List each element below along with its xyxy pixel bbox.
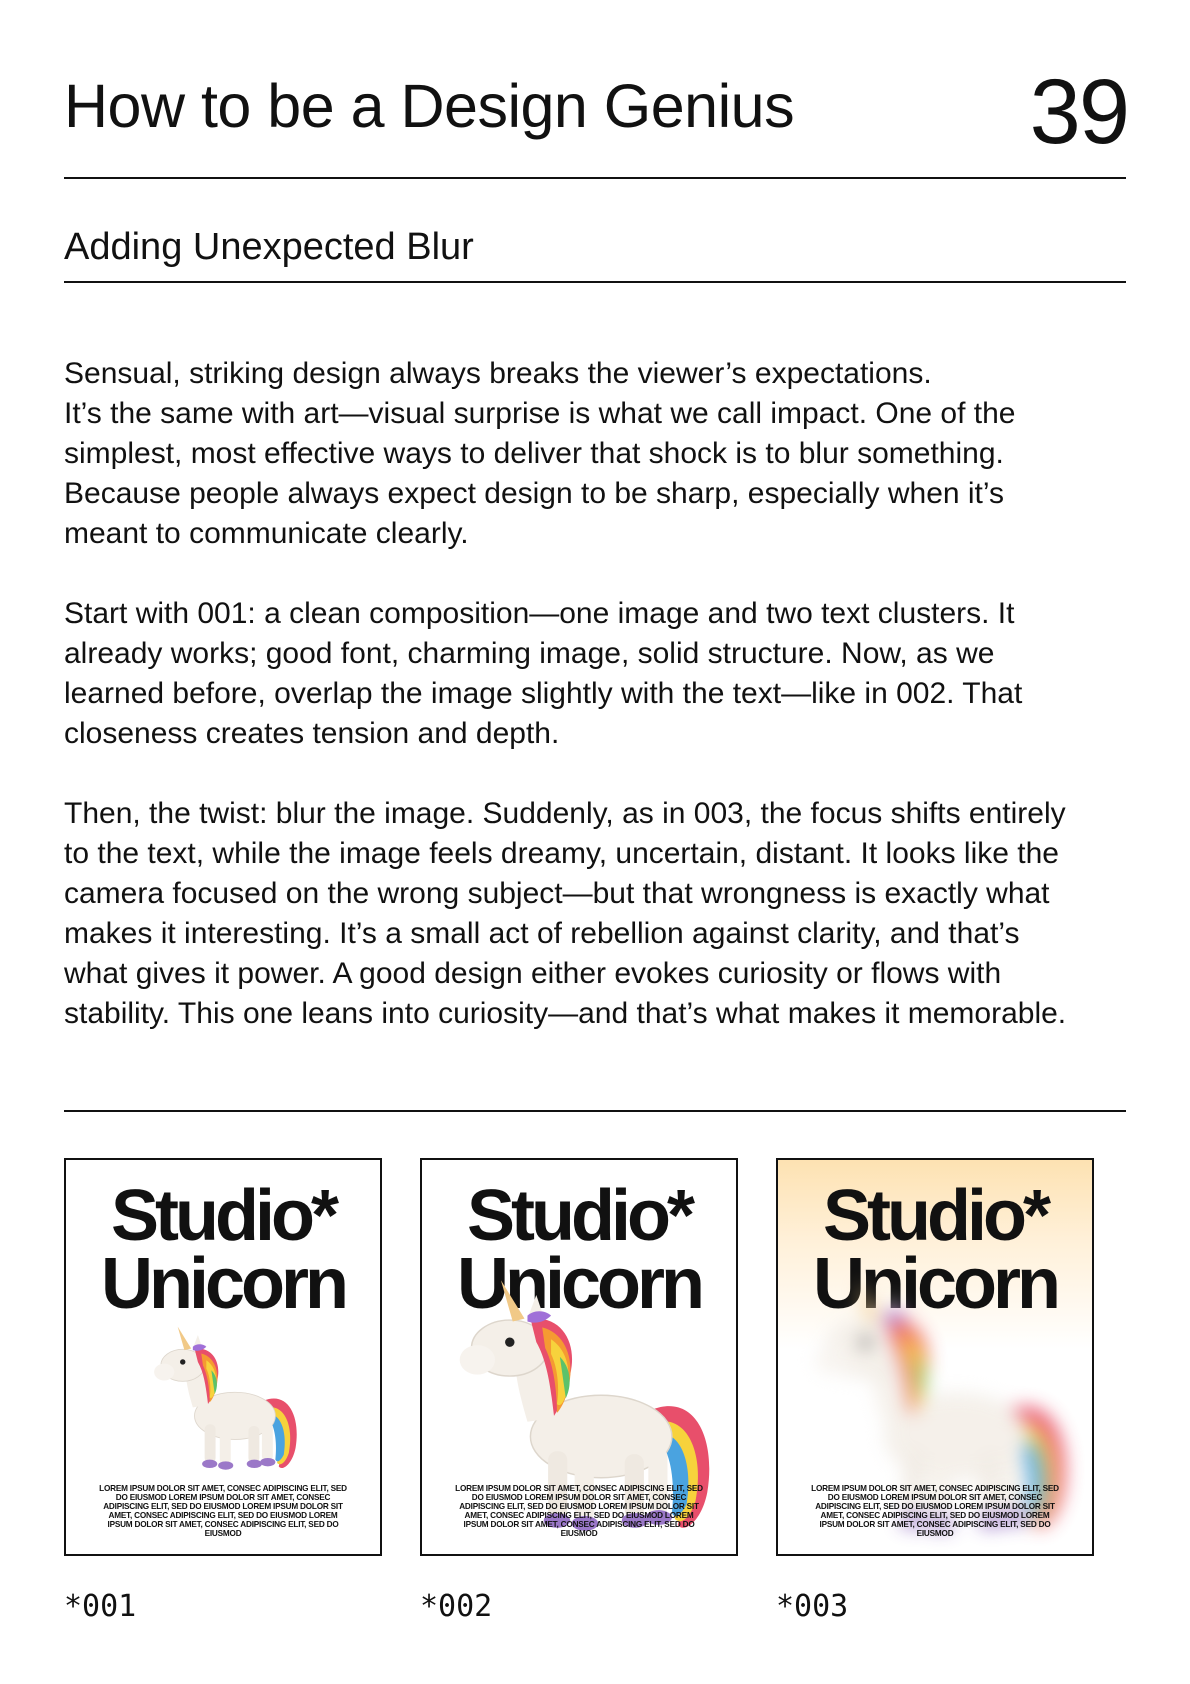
page-title: How to be a Design Genius <box>64 72 795 140</box>
poster-title: Studio* Unicorn <box>100 1176 345 1324</box>
poster-002 <box>420 1158 738 1556</box>
body-text <box>64 354 1144 1074</box>
caption-003: *003 <box>776 1589 849 1624</box>
divider-top <box>64 177 1126 179</box>
page-number: 39 <box>1029 61 1128 163</box>
caption-002: *002 <box>420 1589 493 1624</box>
divider-bottom <box>64 1110 1126 1112</box>
paragraph: Then, the twist: blur the image. Suddenly, as in 003, the focus shifts entirely to the text, while the image feels dreamy, uncertain, distant. It looks like the camera focused on the wrong subject—but that wrongness is exactly what makes it interesting. It’s a small act of rebellion against clarity, and that’s what gives it power. A good design either evokes curiosity or flows with stability. This one leans into curiosity—and that’s what makes it memorable. <box>64 797 1067 1030</box>
divider-section <box>64 281 1126 283</box>
paragraph: Sensual, striking design always breaks the viewer’s expectations. It’s the same with art—visual surprise is what we call impact. One of the simplest, most effective ways to deliver that shock is to blur something. Because people always expect design to be sharp, especially when it’s meant to communicate clearly. <box>64 357 1016 550</box>
poster-lorem-text: LOREM IPSUM DOLOR SIT AMET, CONSEC ADIPISCING ELIT, SED DO EIUSMOD LOREM IPSUM DOLOR SIT AMET, CONSEC ADIPISCING ELIT, SED DO EIUSMOD LOREM IPSUM DOLOR SIT AMET, CONSEC ADIPISCING ELIT, SED DO EIUSMOD LOREM IPSUM DOLOR SIT AMET, CONSEC ADIPISCING ELIT, SED DO EIUSMOD <box>811 1484 1059 1538</box>
poster-title: Studio* Unicorn <box>812 1176 1057 1324</box>
poster-lorem-text: LOREM IPSUM DOLOR SIT AMET, CONSEC ADIPISCING ELIT, SED DO EIUSMOD LOREM IPSUM DOLOR SIT AMET, CONSEC ADIPISCING ELIT, SED DO EIUSMOD LOREM IPSUM DOLOR SIT AMET, CONSEC ADIPISCING ELIT, SED DO EIUSMOD LOREM IPSUM DOLOR SIT AMET, CONSEC ADIPISCING ELIT, SED DO EIUSMOD <box>99 1484 347 1538</box>
section-subtitle: Adding Unexpected Blur <box>64 226 474 268</box>
poster-lorem-text: LOREM IPSUM DOLOR SIT AMET, CONSEC ADIPISCING ELIT, SED DO EIUSMOD LOREM IPSUM DOLOR SIT AMET, CONSEC ADIPISCING ELIT, SED DO EIUSMOD LOREM IPSUM DOLOR SIT AMET, CONSEC ADIPISCING ELIT, SED DO EIUSMOD LOREM IPSUM DOLOR SIT AMET, CONSEC ADIPISCING ELIT, SED DO EIUSMOD <box>455 1484 703 1538</box>
poster-001 <box>64 1158 382 1556</box>
paragraph: Start with 001: a clean composition—one image and two text clusters. It already works; good font, charming image, solid structure. Now, as we learned before, overlap the image slightly with the text—like in 002. That closeness creates tension and depth. <box>64 597 1023 750</box>
poster-003 <box>776 1158 1094 1556</box>
poster-title: Studio* Unicorn <box>456 1176 701 1324</box>
caption-001: *001 <box>64 1589 137 1624</box>
unicorn-illustration <box>144 1310 304 1488</box>
